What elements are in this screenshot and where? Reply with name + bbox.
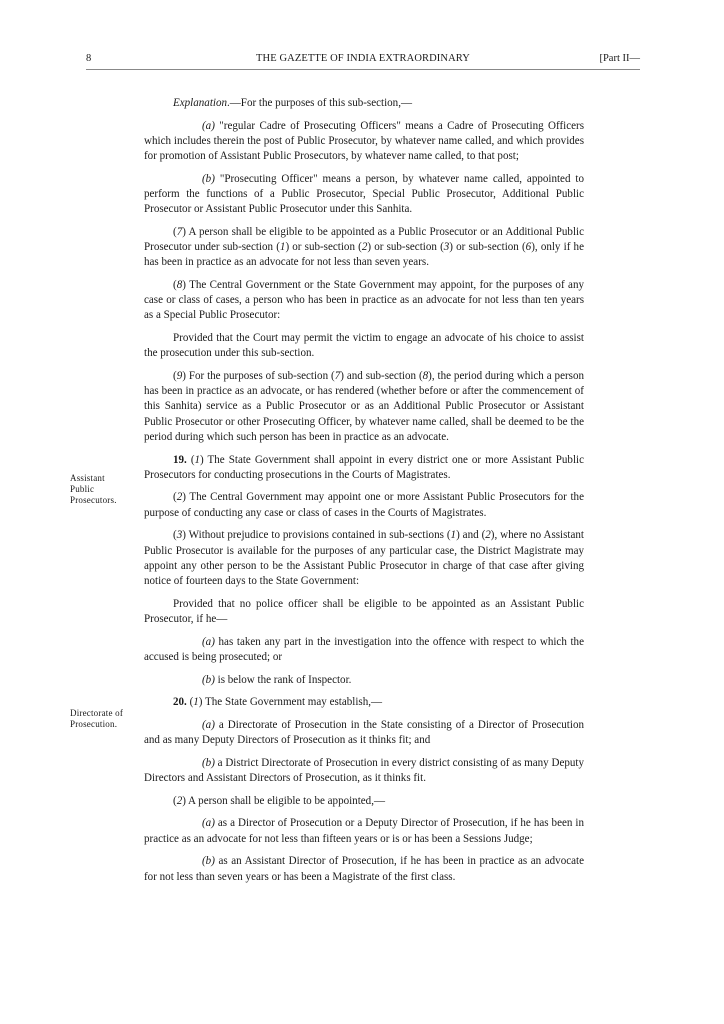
document-body: [144, 96, 584, 892]
margin-note-line: Prosecution.: [70, 719, 118, 729]
text-run: ) The State Government may establish,—: [198, 696, 383, 709]
clause-text: is below the rank of Inspector.: [214, 673, 352, 686]
text-run: ) The State Government shall appoint in every district one or more Assistant Public Prosecutors for conducting prosecutions in the Courts of Magistrates.: [144, 453, 584, 481]
section-19-3: [144, 528, 584, 589]
text-run: (: [186, 696, 194, 709]
sub-section-8: [144, 278, 584, 324]
sub-section-number: 6: [525, 241, 532, 254]
clause-b: [144, 854, 584, 884]
header-rule: [86, 69, 640, 70]
section-19-1: [144, 453, 584, 483]
section-20-2: [144, 794, 584, 809]
margin-note-line: Directorate of: [70, 708, 124, 718]
clause-label: (a): [202, 718, 215, 731]
sub-section-number: 2: [176, 794, 183, 807]
explanation-text: .—For the purposes of this sub-section,—: [227, 97, 413, 109]
text-run: (: [173, 491, 177, 504]
sub-section-9: [144, 369, 584, 445]
text-run: ) The Central Government or the State Government may appoint, for the purposes of any case or class of cases, a person who has been in practice as an advocate for not less than ten years as a Special Public Prosecutor:: [144, 279, 584, 322]
clause-text: a Directorate of Prosecution in the State consisting of a Director of Prosecution and as many Deputy Directors of Prosecution as it thinks fit; and: [144, 718, 584, 747]
section-number: 19.: [173, 453, 187, 466]
sub-section-number: 2: [176, 491, 183, 504]
text-run: (: [173, 529, 177, 542]
clause-label: (b): [202, 756, 215, 769]
clause-a: [144, 718, 584, 748]
gazette-title: THE GAZETTE OF INDIA EXTRAORDINARY: [256, 53, 470, 64]
proviso-sub-section-8: Provided that the Court may permit the victim to engage an advocate of his choice to assist the prosecution under this sub-section.: [144, 332, 584, 360]
text-run: ) or sub-section (: [285, 241, 362, 254]
text-run: ), where no Assistant Public Prosecutor is available for the purposes of any particular case, the District Magistrate may appoint any other person to be the Assistant Public Prosecutor in charge of that case after giving notice of fourteen days to the State Government:: [144, 529, 584, 587]
margin-note-section-20: [70, 708, 140, 730]
text-run: ) Without prejudice to provisions contained in sub-sections (: [182, 529, 451, 542]
text-run: ) A person shall be eligible to be appointed,—: [182, 794, 386, 807]
clause-label: (a): [202, 119, 215, 132]
sub-section-number: 1: [450, 529, 457, 542]
text-run: ) and sub-section (: [340, 370, 423, 383]
text-run: (: [186, 453, 195, 466]
sub-section-number: 2: [485, 529, 491, 542]
sub-section-number: 9: [176, 370, 183, 383]
clause-label: (b): [202, 673, 215, 686]
clause-a: [144, 816, 584, 846]
text-run: (: [173, 794, 177, 807]
sub-section-number: 3: [176, 529, 183, 542]
text-run: ) For the purposes of sub-section (: [182, 370, 335, 383]
clause-label: (a): [202, 817, 215, 830]
page-number: 8: [86, 53, 92, 64]
sub-section-number: 1: [279, 241, 286, 254]
clause-label: (b): [202, 855, 215, 868]
text-run: ) or sub-section (: [367, 241, 444, 254]
sub-section-number: 1: [194, 453, 201, 466]
text-run: (: [173, 370, 177, 383]
text-run: ) and (: [456, 529, 486, 542]
sub-section-number: 8: [176, 279, 183, 292]
clause-text: a District Directorate of Prosecution in every district consisting of as many Deputy Directors and Assistant Directors of Prosecution, as it thinks fit.: [144, 756, 584, 785]
text-run: ), only if he has been in practice as an advocate for not less than seven years.: [144, 241, 584, 269]
clause-text: as an Assistant Director of Prosecution, if he has been in practice as an advocate for not less than seven years or has been a Magistrate of the first class.: [144, 855, 584, 883]
proviso-section-19: Provided that no police officer shall be eligible to be appointed as an Assistant Public Prosecutor, if he—: [144, 597, 584, 625]
clause-b: [144, 172, 584, 218]
clause-text: has taken any part in the investigation into the offence with respect to which the accused is being prosecuted; or: [144, 635, 584, 663]
sub-section-number: 3: [443, 241, 450, 254]
sub-section-number: 1: [193, 696, 199, 709]
clause-text: as a Director of Prosecution or a Deputy Director of Prosecution, if he has been in practice as an advocate for not less than fifteen years or is or has been a Sessions Judge;: [144, 817, 584, 845]
clause-b: [144, 673, 584, 688]
part-label: [Part II—: [599, 53, 640, 64]
sub-section-number: 2: [361, 241, 368, 254]
margin-note-line: Public: [70, 484, 95, 494]
text-run: ) A person shall be eligible to be appointed as a Public Prosecutor or an Additional Public Prosecutor under sub-section (: [144, 225, 584, 254]
explanation-label: Explanation: [173, 97, 227, 109]
sub-section-number: 7: [334, 370, 341, 383]
section-19-2: [144, 490, 584, 520]
margin-note-line: Prosecutors.: [70, 495, 117, 505]
clause-a: [144, 119, 584, 165]
text-run: ), the period during which a person has been in practice as an advocate, or has rendered (whether before or after the commencement of this Sanhita) service as a Public Prosecutor or as an Additional Public Prosecutor or Assistant Public Prosecutor or other Prosecuting Officer, by whatever name called, shall be deemed to be the period during which such person has been in practice as an advocate.: [144, 370, 585, 443]
clause-b: [144, 756, 584, 786]
sub-section-number: 7: [176, 225, 183, 238]
margin-note-line: Assistant: [70, 473, 105, 483]
margin-note-section-19: [70, 473, 140, 506]
section-20-1: [144, 695, 584, 710]
clause-label: (b): [202, 172, 215, 185]
page-header: [86, 53, 640, 69]
text-run: (: [173, 279, 177, 292]
sub-section-number: 8: [422, 370, 429, 383]
text-run: ) The Central Government may appoint one or more Assistant Public Prosecutors for the purpose of conducting any case or class of cases in the Courts of Magistrates.: [144, 491, 584, 519]
clause-text: "regular Cadre of Prosecuting Officers" means a Cadre of Prosecuting Officers which includes therein the post of Public Prosecutor, by whatever name called, and which provides for promotion of Assistant Public Prosecutors, by whatever name called, to that post;: [144, 119, 584, 163]
clause-text: "Prosecuting Officer" means a person, by whatever name called, appointed to perform the functions of a Public Prosecutor, Special Public Prosecutor, Additional Public Prosecutor or Assistant Public Prosecutor under this Sanhita.: [144, 172, 584, 216]
sub-section-7: [144, 225, 584, 271]
clause-label: (a): [202, 635, 215, 648]
section-number: 20.: [173, 696, 187, 709]
clause-a: [144, 635, 584, 665]
explanation-paragraph: [144, 96, 584, 111]
text-run: ) or sub-section (: [449, 241, 526, 254]
text-run: (: [173, 225, 177, 238]
